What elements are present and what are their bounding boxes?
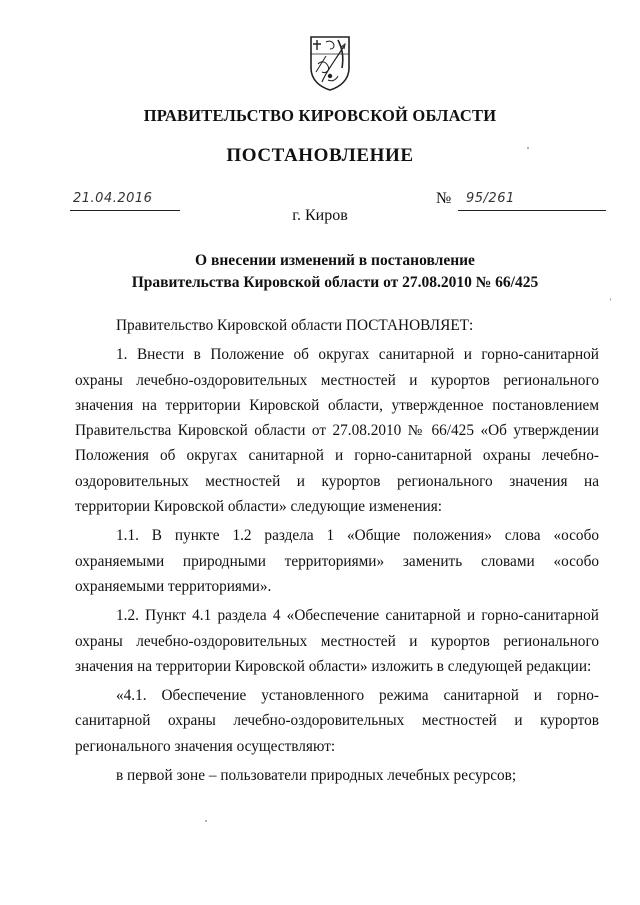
scan-speck xyxy=(610,298,611,301)
document-type: ПОСТАНОВЛЕНИЕ xyxy=(226,145,414,166)
body-paragraph: в первой зоне – пользователи природных лечебных ресурсов; xyxy=(116,767,517,785)
document-subject xyxy=(70,250,600,294)
body-paragraph: «4.1. Обеспечение установленного режима санитарной и горно-санитарной охраны лечебно-оздоровительных местностей и курортов регионального значения осуществляют: xyxy=(75,687,599,755)
body-paragraph: 1. Внести в Положение об округах санитарной и горно-санитарной охраны лечебно-оздоровительных местностей и курортов регионального значения на территории Кировской области, утвержденное постановлением Правительства Кировской области от 27.08.2010 № 66/425 «Об утверждении Положения об округах санитарной и горно-санитарной охраны лечебно-оздоровительных местностей и курортов регионального значения на территории Кировской области» следующие изменения: xyxy=(75,346,599,516)
subject-line-2: Правительства Кировской области от 27.08.2010 № 66/425 xyxy=(131,274,539,291)
city: г. Киров xyxy=(292,207,348,224)
body-paragraph: Правительство Кировской области ПОСТАНОВЛЯЕТ: xyxy=(116,317,474,334)
organization-title: ПРАВИТЕЛЬСТВО КИРОВСКОЙ ОБЛАСТИ xyxy=(143,106,497,125)
document-body xyxy=(75,313,599,788)
scan-speck xyxy=(527,147,529,149)
kirov-coat-of-arms-icon xyxy=(308,34,352,92)
subject-line-1: О внесении изменений в постановление xyxy=(195,252,475,269)
number-sign: № xyxy=(436,190,452,207)
scan-speck xyxy=(205,820,207,822)
date-value: 21.04.2016 xyxy=(73,191,153,206)
body-paragraph: 1.1. В пункте 1.2 раздела 1 «Общие положения» слова «особо охраняемыми природными территориями» заменить словами «особо охраняемыми территориями». xyxy=(75,527,599,595)
body-paragraph: 1.2. Пункт 4.1 раздела 4 «Обеспечение санитарной и горно-санитарной охраны лечебно-оздоровительных местностей и курортов регионального значения на территории Кировской области» изложить в следующей редакции: xyxy=(75,607,599,675)
number-value: 95/261 xyxy=(466,191,515,206)
